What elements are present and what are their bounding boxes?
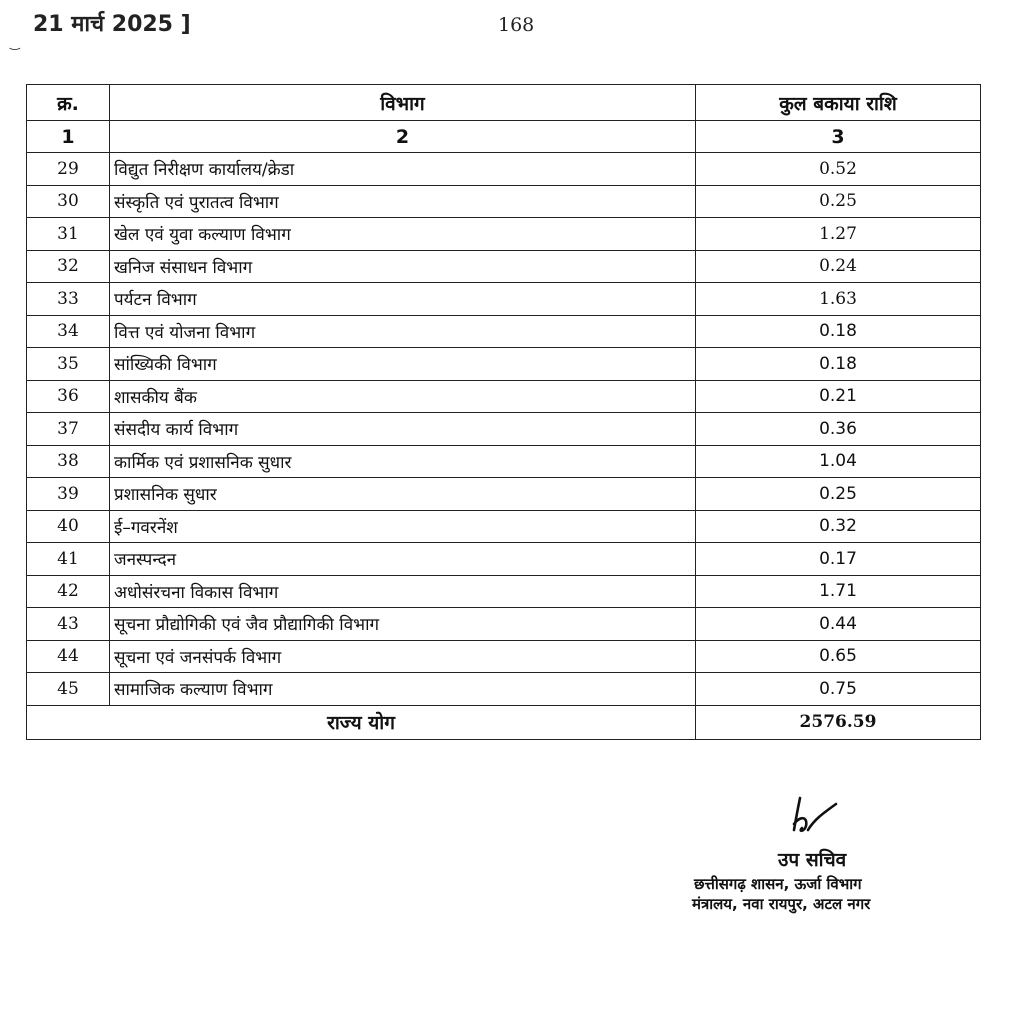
- table-row: [27, 283, 981, 316]
- row-department: कार्मिक एवं प्रशासनिक सुधार: [110, 445, 696, 478]
- table-row: [27, 218, 981, 251]
- column-number-2: 2: [110, 121, 696, 153]
- table-row: [27, 185, 981, 218]
- row-amount: 0.52: [696, 153, 981, 186]
- table-row: [27, 640, 981, 673]
- page-number: 168: [498, 14, 535, 36]
- row-department: खेल एवं युवा कल्याण विभाग: [110, 218, 696, 251]
- row-department: जनस्पन्दन: [110, 543, 696, 576]
- row-amount: 0.25: [696, 478, 981, 511]
- row-department: संसदीय कार्य विभाग: [110, 413, 696, 446]
- row-department: सूचना एवं जनसंपर्क विभाग: [110, 640, 696, 673]
- row-sno: 29: [27, 153, 110, 186]
- table-row: [27, 510, 981, 543]
- row-amount: 1.63: [696, 283, 981, 316]
- row-department: सूचना प्रौद्योगिकी एवं जैव प्रौद्यागिकी विभाग: [110, 608, 696, 641]
- row-sno: 38: [27, 445, 110, 478]
- table-row: [27, 445, 981, 478]
- outstanding-amount-table: [26, 84, 981, 740]
- header-amount: कुल बकाया राशि: [696, 85, 981, 121]
- row-amount: 0.44: [696, 608, 981, 641]
- row-sno: 40: [27, 510, 110, 543]
- row-department: खनिज संसाधन विभाग: [110, 250, 696, 283]
- row-amount: 0.65: [696, 640, 981, 673]
- row-department: प्रशासनिक सुधार: [110, 478, 696, 511]
- scan-mark: ‿: [10, 36, 20, 50]
- row-sno: 44: [27, 640, 110, 673]
- row-amount: 0.25: [696, 185, 981, 218]
- column-number-1: 1: [27, 121, 110, 153]
- table-row: [27, 543, 981, 576]
- row-sno: 43: [27, 608, 110, 641]
- row-department: ई–गवरनेंश: [110, 510, 696, 543]
- table-row: [27, 608, 981, 641]
- row-sno: 45: [27, 673, 110, 706]
- table-row: [27, 413, 981, 446]
- row-amount: 0.24: [696, 250, 981, 283]
- row-amount: 0.18: [696, 315, 981, 348]
- row-amount: 1.71: [696, 575, 981, 608]
- total-amount: 2576.59: [696, 705, 981, 739]
- signatory-designation: उप सचिव: [778, 849, 847, 871]
- signatory-office: छत्तीसगढ़ शासन, ऊर्जा विभाग: [694, 875, 862, 893]
- row-amount: 0.21: [696, 380, 981, 413]
- gazette-date: 21 मार्च 2025 ]: [33, 12, 191, 37]
- row-amount: 1.27: [696, 218, 981, 251]
- row-amount: 0.75: [696, 673, 981, 706]
- total-label: राज्य योग: [27, 705, 696, 739]
- table-row: [27, 478, 981, 511]
- table-header-row: [27, 85, 981, 121]
- table-row: [27, 673, 981, 706]
- row-amount: 0.36: [696, 413, 981, 446]
- table-row: [27, 575, 981, 608]
- row-sno: 32: [27, 250, 110, 283]
- row-amount: 0.32: [696, 510, 981, 543]
- row-department: विद्युत निरीक्षण कार्यालय/क्रेडा: [110, 153, 696, 186]
- row-sno: 33: [27, 283, 110, 316]
- row-department: अधोसंरचना विकास विभाग: [110, 575, 696, 608]
- row-amount: 0.17: [696, 543, 981, 576]
- row-department: शासकीय बैंक: [110, 380, 696, 413]
- row-sno: 37: [27, 413, 110, 446]
- column-number-3: 3: [696, 121, 981, 153]
- row-sno: 41: [27, 543, 110, 576]
- table-row: [27, 250, 981, 283]
- header-department: विभाग: [110, 85, 696, 121]
- row-sno: 39: [27, 478, 110, 511]
- signatory-address: मंत्रालय, नवा रायपुर, अटल नगर: [692, 895, 871, 913]
- row-department: सांख्यिकी विभाग: [110, 348, 696, 381]
- row-amount: 1.04: [696, 445, 981, 478]
- column-number-row: [27, 121, 981, 153]
- row-department: संस्कृति एवं पुरातत्व विभाग: [110, 185, 696, 218]
- row-department: सामाजिक कल्याण विभाग: [110, 673, 696, 706]
- row-sno: 34: [27, 315, 110, 348]
- row-department: वित्त एवं योजना विभाग: [110, 315, 696, 348]
- table-row: [27, 315, 981, 348]
- row-amount: 0.18: [696, 348, 981, 381]
- row-sno: 35: [27, 348, 110, 381]
- row-sno: 36: [27, 380, 110, 413]
- row-department: पर्यटन विभाग: [110, 283, 696, 316]
- total-row: [27, 705, 981, 739]
- signature-icon: [782, 794, 842, 842]
- row-sno: 42: [27, 575, 110, 608]
- table-row: [27, 380, 981, 413]
- row-sno: 30: [27, 185, 110, 218]
- table-row: [27, 153, 981, 186]
- row-sno: 31: [27, 218, 110, 251]
- header-sno: क्र.: [27, 85, 110, 121]
- table-row: [27, 348, 981, 381]
